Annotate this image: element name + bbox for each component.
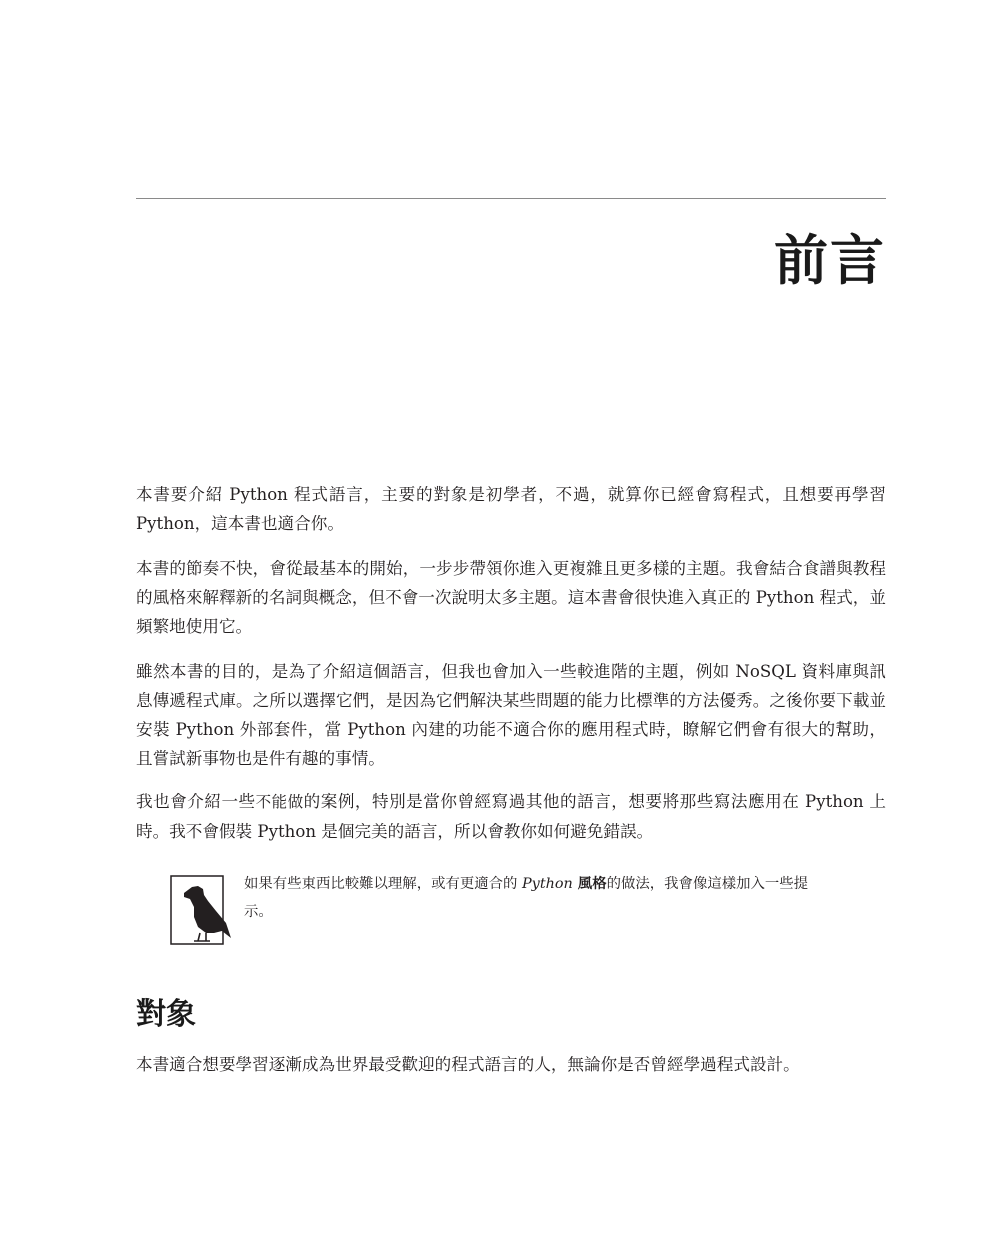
section-heading-audience: 對象 bbox=[136, 997, 196, 1032]
pitfalls-emphasis: 不能做 bbox=[255, 793, 304, 811]
paragraph-pitfalls bbox=[136, 787, 886, 846]
paragraph-intro: 本書要介紹 Python 程式語言，主要的對象是初學者，不過，就算你已經會寫程式，且想要再學習 Python，這本書也適合你。 bbox=[136, 485, 886, 533]
paragraph-advanced-topics: 雖然本書的目的，是為了介紹這個語言，但我也會加入一些較進階的主題，例如 NoSQL 資料庫與訊息傳遞程式庫。之所以選擇它們，是因為它們解決某些問題的能力比標準的方法優秀。之後你要下載並安裝 Python 外部套件，當 Python 內建的功能不適合你的應用程式時，瞭解它們會有很大的幫助，且嘗試新事物也是件有趣的事情。 bbox=[136, 662, 886, 768]
pitfalls-text-end: 的案例，特別是當你曾經寫過其他的語言，想要將那些寫法應用在 Python 上時。我不會假裝 Python 是個完美的語言，所以會教你如何避免錯誤。 bbox=[136, 792, 886, 841]
tip-style-bold: 風格 bbox=[572, 876, 607, 892]
tip-text bbox=[244, 870, 824, 926]
tip-box bbox=[170, 870, 830, 946]
pitfalls-text-start: 我也會介紹一些 bbox=[136, 792, 256, 811]
tip-python-italic: Python bbox=[522, 876, 573, 892]
paragraph-audience: 本書適合想要學習逐漸成為世界最受歡迎的程式語言的人，無論你是否曾經學過程式設計。 bbox=[136, 1055, 800, 1074]
top-divider bbox=[136, 198, 886, 199]
tip-text-end: 的做法，我會像這樣加入一些提示。 bbox=[244, 876, 809, 920]
bird-icon bbox=[170, 875, 232, 945]
paragraph-pace: 本書的節奏不快，會從最基本的開始，一步步帶領你進入更複雜且更多樣的主題。我會結合食譜與教程的風格來解釋新的名詞與概念，但不會一次說明太多主題。這本書會很快進入真正的 Python 程式，並頻繁地使用它。 bbox=[136, 559, 886, 636]
chapter-title: 前言 bbox=[774, 229, 886, 292]
tip-text-start: 如果有些東西比較難以理解，或有更適合的 bbox=[244, 876, 522, 892]
